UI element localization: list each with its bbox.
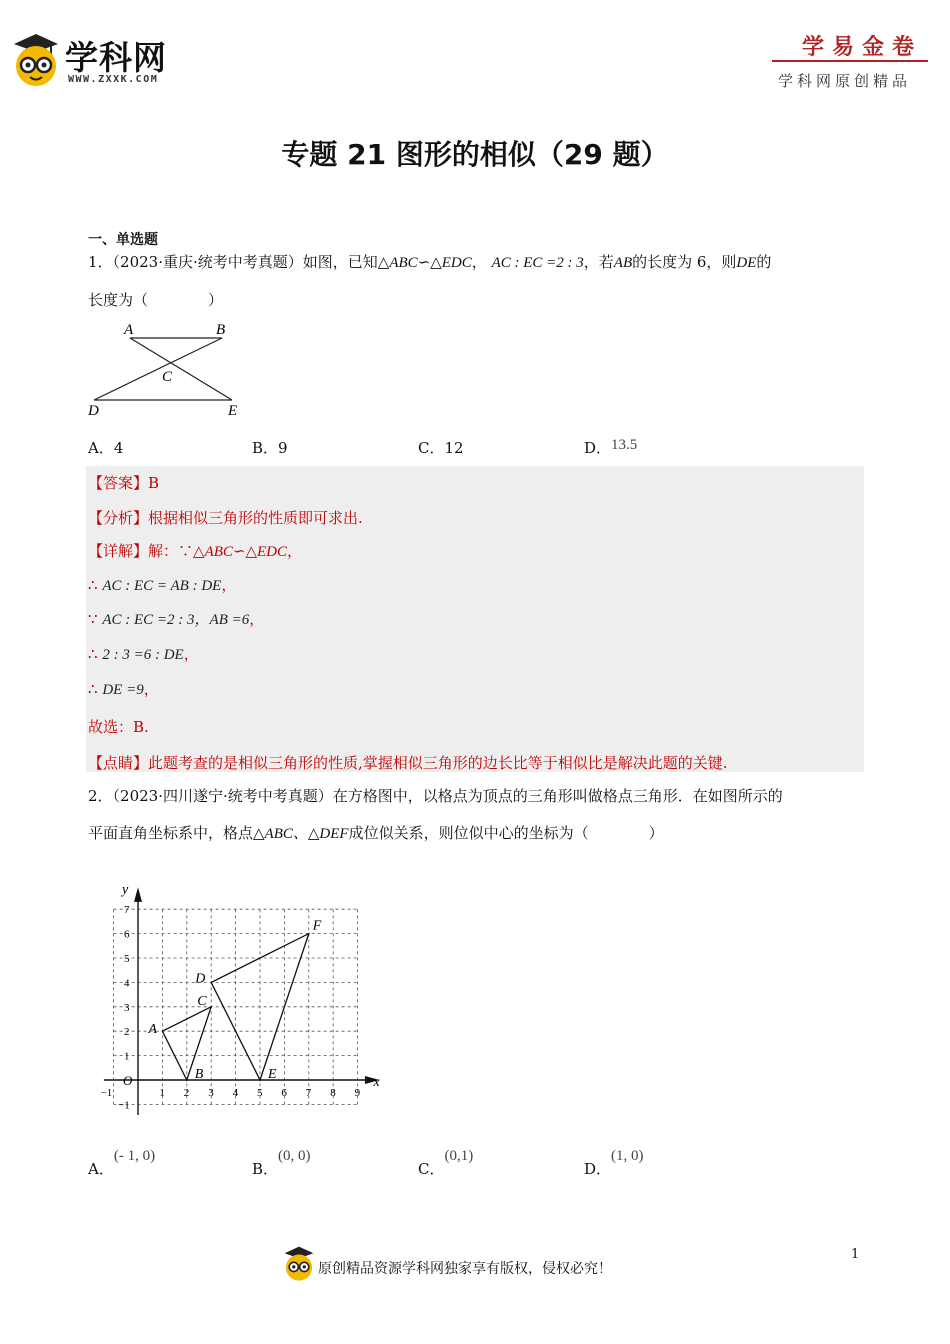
option-letter: C．	[418, 1160, 445, 1178]
analysis-text: 根据相似三角形的性质即可求出.	[148, 509, 363, 527]
footer-mascot-icon	[282, 1244, 316, 1282]
q1-option-a[interactable]	[88, 437, 123, 458]
x-tick-label: −1	[100, 1087, 113, 1099]
origin-label: O	[123, 1073, 133, 1088]
q2-option-b[interactable]	[252, 1144, 311, 1178]
q1-step-3	[88, 643, 199, 664]
point-label-c: C	[197, 993, 207, 1009]
step-end: ，	[249, 610, 265, 628]
q1-seg-bd	[94, 338, 222, 400]
section-heading: 一、单选题	[88, 232, 158, 248]
q2-option-a[interactable]	[88, 1144, 156, 1178]
q1-label-c: C	[162, 369, 173, 385]
x-tick-label: 1	[159, 1087, 165, 1099]
option-value: 12	[444, 439, 464, 457]
q1-figure	[86, 318, 246, 420]
x-tick-label: 4	[232, 1087, 239, 1099]
x-tick-label: 5	[257, 1087, 263, 1099]
q2-line2-a: 平面直角坐标系中，格点	[88, 824, 254, 842]
option-letter: D．	[584, 439, 612, 457]
q1-label-a: A	[124, 322, 134, 338]
q2-line2-b: 成位似关系，则位似中心的坐标为（ ）	[348, 824, 664, 842]
q2-option-c[interactable]	[418, 1144, 474, 1178]
x-tick-label: 2	[183, 1087, 190, 1099]
q1-answer	[88, 472, 159, 493]
q1-sep1: ，	[471, 253, 487, 271]
option-value: (0,1)	[444, 1148, 474, 1164]
q2-figure	[96, 870, 396, 1115]
q1-de: DE	[736, 255, 757, 271]
step-symbol: ∵	[88, 610, 98, 628]
detail-label: 【详解】	[88, 542, 149, 560]
q1-option-b[interactable]	[252, 437, 288, 458]
q1-number: 1．	[88, 253, 113, 271]
page-number: 1	[851, 1247, 860, 1262]
q1-label-b: B	[216, 322, 226, 338]
step-end: ，	[221, 576, 237, 594]
q1-stem-d: 的	[756, 253, 772, 271]
answer-value: B	[148, 474, 160, 492]
logo	[10, 30, 190, 90]
step-symbol: ∴	[88, 680, 98, 698]
q2-stem-line1	[88, 786, 783, 806]
x-axis-label: x	[373, 1075, 380, 1090]
q2-option-d[interactable]	[584, 1144, 644, 1178]
step-symbol: ∴	[88, 576, 98, 594]
step-text: 2 : 3 =6 : DE	[102, 647, 184, 663]
footer-text: 原创精品资源学科网独家享有版权，侵权必究！	[318, 1261, 612, 1277]
option-letter: C．	[418, 439, 445, 457]
option-value: (1, 0)	[611, 1148, 644, 1164]
q2-source: （2023·四川遂宁·统考中考真题）	[112, 787, 333, 805]
q1-choose: 故选：B.	[88, 718, 149, 736]
detail-end: ，	[287, 542, 303, 560]
x-tick-label: 3	[208, 1087, 214, 1099]
answer-label: 【答案】	[88, 474, 149, 492]
q1-step-4	[88, 678, 159, 699]
q1-label-e: E	[228, 403, 238, 419]
y-axis-arrow	[134, 887, 142, 902]
q2-cond: △ABC、△DEF	[253, 826, 349, 842]
y-tick-label: 1	[124, 1050, 130, 1063]
analysis-label: 【分析】	[88, 509, 149, 527]
logo-mascot-icon	[10, 30, 62, 88]
x-tick-label: 6	[281, 1087, 287, 1099]
x-tick-label: 9	[354, 1087, 361, 1099]
q1-seg-ae	[130, 338, 232, 400]
y-tick-label: −1	[118, 1099, 130, 1112]
step-text: AC : EC = AB : DE	[102, 578, 222, 594]
comment-text: 此题考查的是相似三角形的性质,掌握相似三角形的边长比等于相似比是解决此题的关键.	[148, 754, 728, 772]
q2-stem-a: 在方格图中，以格点为顶点的三角形叫做格点三角形．在如图所示的	[332, 787, 783, 805]
q1-stem-b: ，若	[583, 253, 614, 271]
x-tick-label: 8	[330, 1087, 336, 1099]
detail-intro: 解：∵	[148, 542, 194, 560]
q1-cond2: AC : EC =2 : 3	[491, 255, 584, 271]
q2-shapes	[147, 919, 321, 1082]
x-tick-label: 7	[305, 1087, 312, 1099]
step-symbol: ∴	[88, 645, 98, 663]
q2-number: 2．	[88, 787, 113, 805]
point-label-f: F	[312, 918, 322, 934]
q1-option-d[interactable]	[584, 437, 637, 458]
option-letter: B．	[252, 439, 279, 457]
step-text: AC : EC =2 : 3，AB =6	[102, 612, 250, 628]
logo-url: WWW.ZXXK.COM	[68, 74, 159, 85]
y-axis-label: y	[122, 882, 129, 898]
option-value: 13.5	[611, 437, 638, 453]
comment-label: 【点睛】	[88, 754, 149, 772]
brand-divider	[772, 60, 928, 62]
step-end: ，	[183, 645, 199, 663]
q1-comment	[88, 752, 728, 773]
y-tick-label: 5	[124, 953, 130, 965]
q1-stem-line2: 长度为（ ）	[88, 291, 224, 309]
option-value: 9	[278, 439, 288, 457]
point-label-d: D	[195, 971, 206, 987]
logo-text: 学科网	[65, 38, 167, 77]
q1-cond1: △ABC∽△EDC	[377, 255, 472, 271]
option-letter: B．	[252, 1160, 279, 1178]
point-label-b: B	[194, 1067, 204, 1082]
point-label-e: E	[268, 1067, 277, 1082]
q1-option-c[interactable]	[418, 437, 464, 458]
y-tick-label: 7	[124, 904, 130, 917]
q1-stem-a: 如图，已知	[302, 253, 378, 271]
q2-axes	[104, 883, 381, 1115]
option-letter: D．	[584, 1160, 612, 1178]
option-letter: A．	[88, 1160, 114, 1178]
point-label-a: A	[148, 1022, 157, 1038]
y-tick-label: 6	[124, 928, 130, 941]
y-tick-label: 2	[124, 1026, 130, 1039]
brand-subtitle: 学科网原创精品	[778, 72, 912, 90]
q1-label-d: D	[88, 403, 99, 419]
y-tick-label: 4	[124, 977, 130, 990]
option-value: 4	[113, 439, 124, 457]
q1-source: （2023·重庆·统考中考真题）	[112, 253, 303, 271]
option-letter: A．	[88, 439, 114, 457]
detail-cond: △ABC∽△EDC	[193, 544, 288, 560]
brand-title: 学易金卷	[802, 34, 923, 60]
step-end: ，	[143, 680, 159, 698]
q1-stem-c: 的长度为 6，则	[632, 253, 737, 271]
page-title: 专题 21 图形的相似（29 题）	[281, 138, 669, 171]
q1-analysis	[88, 507, 363, 528]
option-value: (- 1, 0)	[113, 1148, 156, 1164]
q1-step-2	[88, 608, 264, 629]
q2-grid	[114, 909, 358, 1104]
q2-stem-line2	[88, 823, 664, 844]
q1-step-1	[88, 574, 236, 595]
q1-stem-line1	[88, 252, 771, 273]
q1-detail	[88, 540, 302, 561]
y-tick-label: 3	[124, 1001, 130, 1014]
option-value: (0, 0)	[278, 1148, 311, 1164]
step-text: DE =9	[102, 682, 144, 698]
q1-ab: AB	[613, 255, 633, 271]
